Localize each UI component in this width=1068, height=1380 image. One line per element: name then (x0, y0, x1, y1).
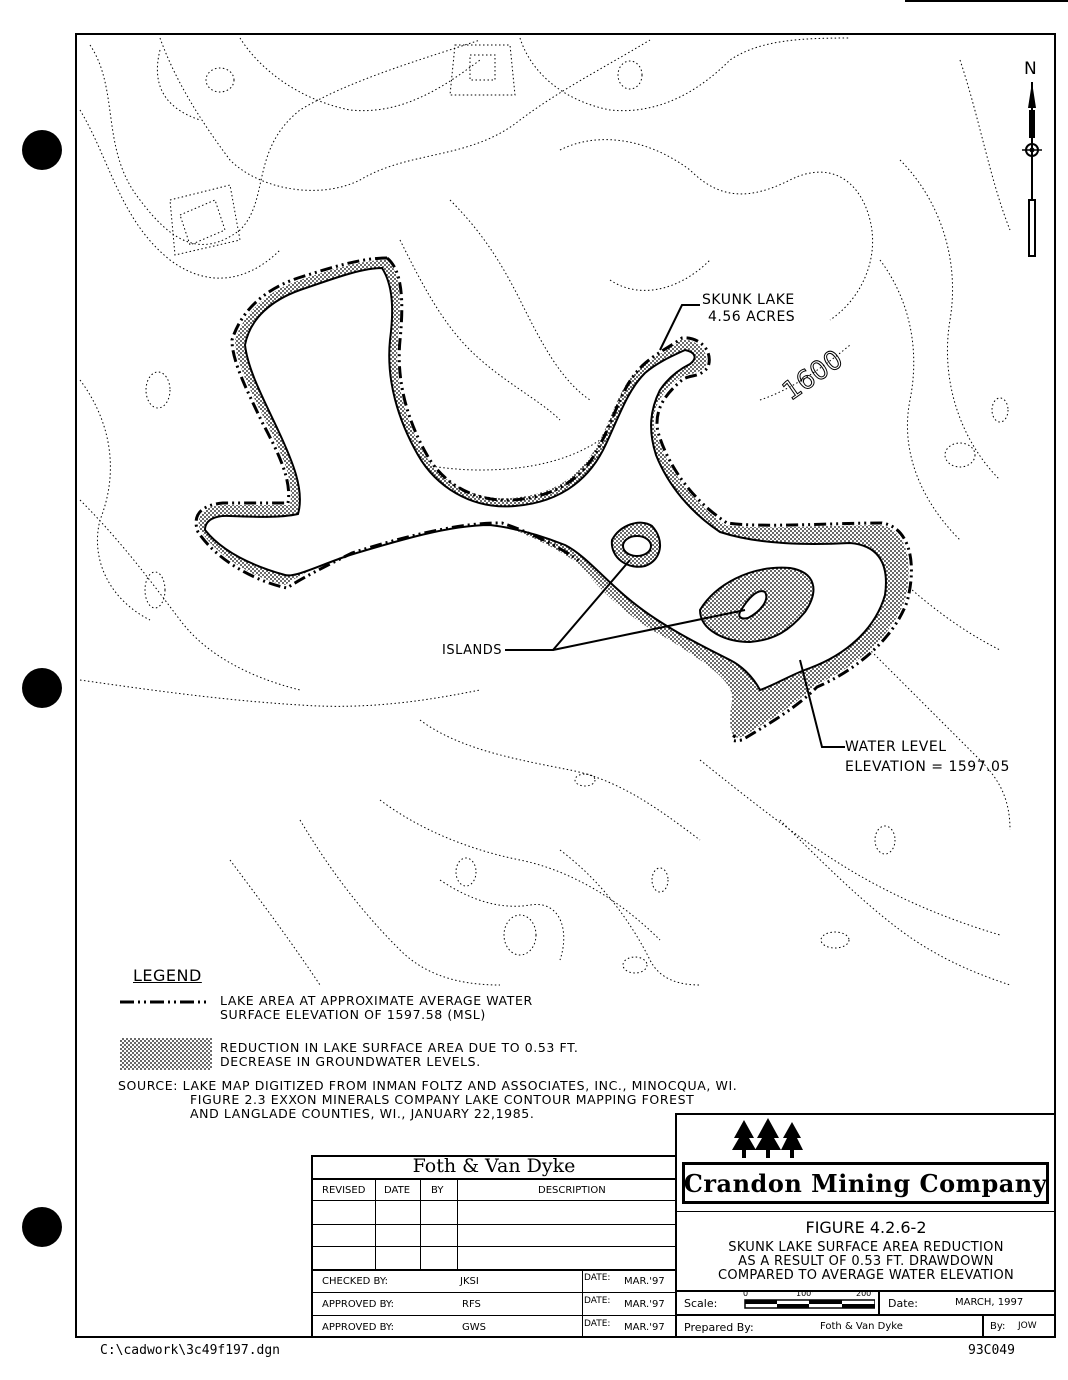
approved-by-value-2: GWS (462, 1322, 486, 1333)
source-note-line-3: AND LANGLADE COUNTIES, WI., JANUARY 22,1985. (190, 1106, 535, 1121)
rev-header-date: DATE (384, 1185, 411, 1196)
scale-tick-200: 200' (856, 1289, 874, 1298)
legend-item-2-line-2: DECREASE IN GROUNDWATER LEVELS. (220, 1054, 481, 1069)
approved-date-value-2: MAR.'97 (624, 1322, 665, 1333)
figure-description-line-1: SKUNK LAKE SURFACE AREA REDUCTION (728, 1240, 1004, 1255)
approved-date-value-1: MAR.'97 (624, 1299, 665, 1310)
scale-tick-0: 0 (743, 1289, 749, 1298)
firm-name: Foth & Van Dyke (412, 1155, 576, 1177)
prepared-by-label: Prepared By: (684, 1321, 754, 1334)
figure-description-line-2: AS A RESULT OF 0.53 FT. DRAWDOWN (738, 1254, 994, 1269)
scale-label: Scale: (684, 1297, 718, 1310)
approved-date-label-1: DATE: (584, 1296, 611, 1306)
company-name: Crandon Mining Company (683, 1169, 1048, 1198)
legend-item-1-line-1: LAKE AREA AT APPROXIMATE AVERAGE WATER (220, 993, 533, 1008)
source-note-line-2: FIGURE 2.3 EXXON MINERALS COMPANY LAKE CONTOUR MAPPING FOREST (190, 1092, 695, 1107)
water-level-elevation: ELEVATION = 1597.05 (845, 759, 1010, 775)
north-label: N (1024, 59, 1038, 79)
by-value: JOW (1018, 1321, 1037, 1331)
file-path: C:\cadwork\3c49f197.dgn (100, 1343, 281, 1358)
contour-elevation-label: 1600 (777, 344, 849, 408)
source-note-line-1: SOURCE: LAKE MAP DIGITIZED FROM INMAN FOLTZ AND ASSOCIATES, INC., MINOCQUA, WI. (118, 1078, 738, 1093)
checked-by-label: CHECKED BY: (322, 1276, 389, 1287)
rev-header-revised: REVISED (322, 1185, 366, 1196)
drawing-number: 93C049 (968, 1343, 1015, 1358)
islands-label: ISLANDS (442, 643, 503, 658)
date-label: Date: (888, 1297, 918, 1310)
prepared-by-value: Foth & Van Dyke (820, 1321, 903, 1332)
water-level-label: WATER LEVEL (845, 739, 947, 755)
figure-number: FIGURE 4.2.6-2 (805, 1218, 927, 1237)
legend-item-2-line-1: REDUCTION IN LAKE SURFACE AREA DUE TO 0.53 FT. (220, 1040, 579, 1055)
approved-by-label-1: APPROVED BY: (322, 1299, 395, 1310)
date-value: MARCH, 1997 (955, 1297, 1024, 1308)
checked-date-label: DATE: (584, 1273, 611, 1283)
legend-heading: LEGEND (133, 966, 202, 985)
lake-name-label: SKUNK LAKE (702, 292, 795, 308)
rev-header-by: BY (431, 1185, 444, 1196)
checked-by-value: JKSI (460, 1276, 479, 1287)
scale-tick-100: 100' (796, 1289, 814, 1298)
trees-logo (730, 1118, 810, 1160)
rev-header-description: DESCRIPTION (538, 1185, 606, 1196)
checked-date-value: MAR.'97 (624, 1276, 665, 1287)
legend-item-1-line-2: SURFACE ELEVATION OF 1597.58 (MSL) (220, 1007, 486, 1022)
lake-area-label: 4.56 ACRES (708, 309, 796, 325)
approved-by-value-1: RFS (462, 1299, 481, 1310)
approved-date-label-2: DATE: (584, 1319, 611, 1329)
by-label: By: (990, 1321, 1006, 1332)
figure-description-line-3: COMPARED TO AVERAGE WATER ELEVATION (717, 1268, 1015, 1283)
approved-by-label-2: APPROVED BY: (322, 1322, 395, 1333)
